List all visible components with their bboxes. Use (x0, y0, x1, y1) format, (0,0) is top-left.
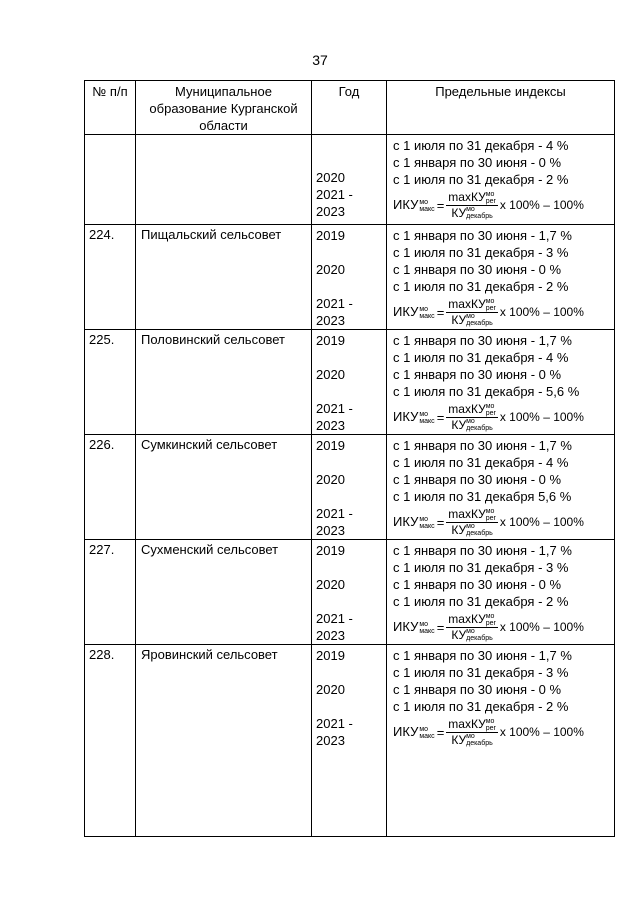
index-line: с 1 июля по 31 декабря - 4 % (393, 138, 569, 153)
header-num: № п/п (85, 81, 136, 135)
row-number: 225. (85, 330, 136, 435)
year-line: 2021 - (316, 506, 353, 521)
municipality-name: Яровинский сельсовет (136, 645, 312, 837)
index-cell (387, 645, 615, 837)
year-line (316, 278, 386, 295)
index-line: с 1 января по 30 июня - 0 % (393, 577, 562, 592)
year-line: 2021 - (316, 187, 353, 202)
year-line: 2023 (316, 733, 345, 748)
index-line: с 1 июля по 31 декабря - 2 % (393, 699, 569, 714)
year-cell (312, 330, 387, 435)
limit-indices-table (84, 80, 615, 837)
year-line: 2019 (316, 333, 345, 348)
year-line: 2020 (316, 577, 345, 592)
year-line: 2021 - (316, 716, 353, 731)
index-line: с 1 июля по 31 декабря - 5,6 % (393, 384, 580, 399)
row-number (85, 135, 136, 225)
year-line: 2020 (316, 367, 345, 382)
table-row (85, 435, 615, 540)
year-line: 2020 (316, 262, 345, 277)
index-line: с 1 января по 30 июня - 1,7 % (393, 543, 572, 558)
header-name: Муниципальное образование Курганской области (136, 81, 312, 135)
index-line: с 1 января по 30 июня - 0 % (393, 682, 562, 697)
index-formula: ИКУмо макс = maxКУмо per КУмо декабрь x 100% – 100% (393, 506, 584, 538)
year-line: 2023 (316, 204, 345, 219)
year-line (316, 454, 386, 471)
row-number: 226. (85, 435, 136, 540)
year-cell (312, 135, 387, 225)
municipality-name (136, 135, 312, 225)
year-line: 2023 (316, 523, 345, 538)
year-line (316, 152, 386, 169)
row-number: 228. (85, 645, 136, 837)
index-line: с 1 января по 30 июня - 1,7 % (393, 438, 572, 453)
year-line: 2021 - (316, 401, 353, 416)
index-formula: ИКУмо макс = maxКУмо per КУмо декабрь x 100% – 100% (393, 401, 584, 433)
index-cell (387, 225, 615, 330)
year-cell (312, 435, 387, 540)
year-line (316, 244, 386, 261)
index-line: с 1 июля по 31 декабря - 2 % (393, 172, 569, 187)
municipality-name: Половинский сельсовет (136, 330, 312, 435)
index-line: с 1 января по 30 июня - 0 % (393, 155, 562, 170)
year-line: 2019 (316, 438, 345, 453)
table-row (85, 540, 615, 645)
year-line: 2020 (316, 170, 345, 185)
index-line: с 1 июля по 31 декабря - 3 % (393, 245, 569, 260)
index-line: с 1 июля по 31 декабря - 4 % (393, 350, 569, 365)
index-formula: ИКУмо макс = maxКУмо per КУмо декабрь x 100% – 100% (393, 189, 584, 221)
index-line: с 1 января по 30 июня - 1,7 % (393, 333, 572, 348)
year-cell (312, 645, 387, 837)
year-line: 2019 (316, 228, 345, 243)
row-number: 224. (85, 225, 136, 330)
header-year: Год (312, 81, 387, 135)
year-line: 2023 (316, 628, 345, 643)
table-row (85, 330, 615, 435)
index-formula: ИКУмо макс = maxКУмо per КУмо декабрь x 100% – 100% (393, 296, 584, 328)
index-line: с 1 июля по 31 декабря - 3 % (393, 665, 569, 680)
year-line (316, 488, 386, 505)
index-line: с 1 января по 30 июня - 1,7 % (393, 648, 572, 663)
header-index: Предельные индексы (387, 81, 615, 135)
index-cell (387, 435, 615, 540)
year-cell (312, 540, 387, 645)
index-line: с 1 июля по 31 декабря 5,6 % (393, 489, 572, 504)
row-number: 227. (85, 540, 136, 645)
index-line: с 1 июля по 31 декабря - 4 % (393, 455, 569, 470)
year-line: 2020 (316, 472, 345, 487)
table-row (85, 135, 615, 225)
table-row (85, 225, 615, 330)
year-line: 2023 (316, 313, 345, 328)
year-line: 2020 (316, 682, 345, 697)
index-formula: ИКУмо макс = maxКУмо per КУмо декабрь x 100% – 100% (393, 716, 584, 748)
year-line (316, 383, 386, 400)
year-line: 2023 (316, 418, 345, 433)
index-line: с 1 января по 30 июня - 1,7 % (393, 228, 572, 243)
year-line (316, 698, 386, 715)
municipality-name: Сухменский сельсовет (136, 540, 312, 645)
table-row (85, 645, 615, 837)
index-line: с 1 июля по 31 декабря - 2 % (393, 594, 569, 609)
index-line: с 1 июля по 31 декабря - 2 % (393, 279, 569, 294)
year-line: 2021 - (316, 611, 353, 626)
year-line (316, 664, 386, 681)
year-line (316, 559, 386, 576)
year-line (316, 349, 386, 366)
index-line: с 1 января по 30 июня - 0 % (393, 367, 562, 382)
index-line: с 1 июля по 31 декабря - 3 % (393, 560, 569, 575)
index-line: с 1 января по 30 июня - 0 % (393, 262, 562, 277)
index-cell (387, 135, 615, 225)
year-line: 2021 - (316, 296, 353, 311)
index-formula: ИКУмо макс = maxКУмо per КУмо декабрь x 100% – 100% (393, 611, 584, 643)
index-cell (387, 330, 615, 435)
municipality-name: Сумкинский сельсовет (136, 435, 312, 540)
year-line: 2019 (316, 543, 345, 558)
year-line: 2019 (316, 648, 345, 663)
index-cell (387, 540, 615, 645)
page-number: 37 (312, 52, 328, 68)
index-line: с 1 января по 30 июня - 0 % (393, 472, 562, 487)
year-line (316, 593, 386, 610)
year-cell (312, 225, 387, 330)
municipality-name: Пищальский сельсовет (136, 225, 312, 330)
